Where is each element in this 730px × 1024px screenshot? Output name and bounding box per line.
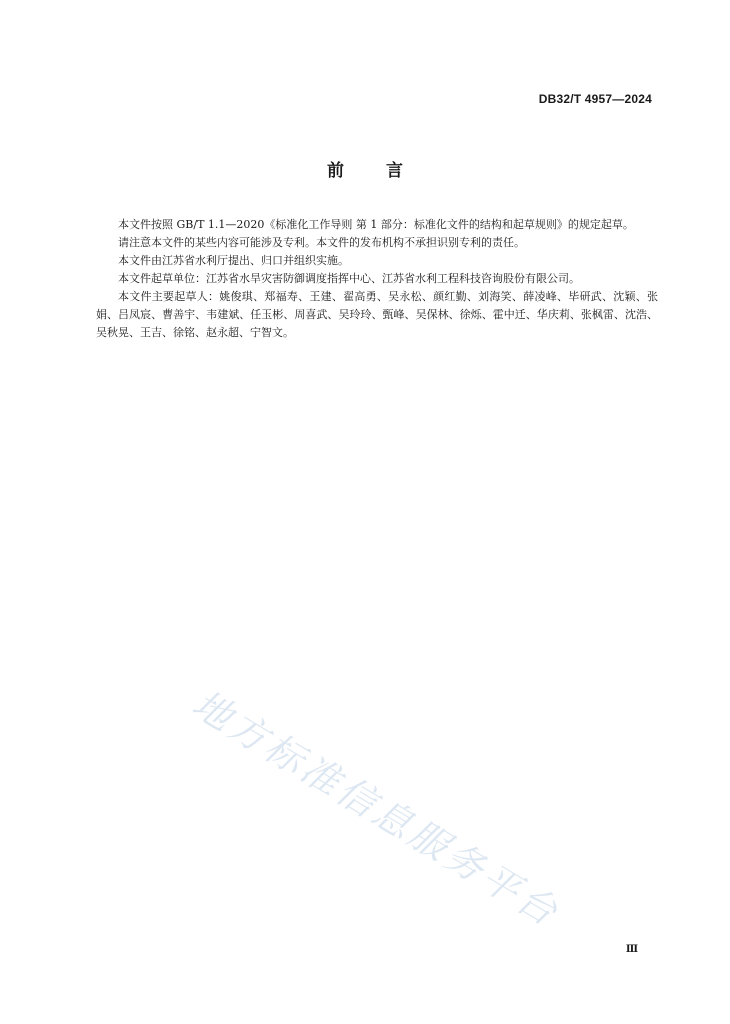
standard-code: DB32/T 4957—2024 [538, 92, 652, 106]
watermark: 地方标准信息服务平台 [184, 681, 568, 936]
page-title [0, 156, 730, 181]
foreword-body [96, 216, 658, 342]
title-char-1: 前 [327, 161, 344, 181]
paragraph-patent-notice: 请注意本文件的某些内容可能涉及专利。本文件的发布机构不承担识别专利的责任。 [118, 236, 525, 249]
paragraph-drafting-units: 本文件起草单位：江苏省水旱灾害防御调度指挥中心、江苏省水利工程科技咨询股份有限公司。 [118, 272, 580, 285]
paragraph-drafting-basis: 本文件按照 GB/T 1.1—2020《标准化工作导则 第 1 部分：标准化文件的结构和起草规则》的规定起草。 [118, 218, 634, 231]
page-number: Ⅲ [625, 944, 638, 955]
paragraph-drafters: 本文件主要起草人：姚俊琪、郑福寿、王建、翟高勇、吴永松、颜红勤、刘海笑、薛凌峰、毕研武、沈颖、张娟、吕凤宸、曹善宇、韦建斌、任玉彬、周喜武、吴玲玲、甄峰、吴保林、徐烁、霍中迁、华庆莉、张枫雷、沈浩、吴秋晃、王吉、徐铭、赵永超、宁智文。 [96, 290, 658, 339]
title-char-2: 言 [386, 161, 403, 181]
paragraph-proposer: 本文件由江苏省水利厅提出、归口并组织实施。 [118, 254, 349, 267]
